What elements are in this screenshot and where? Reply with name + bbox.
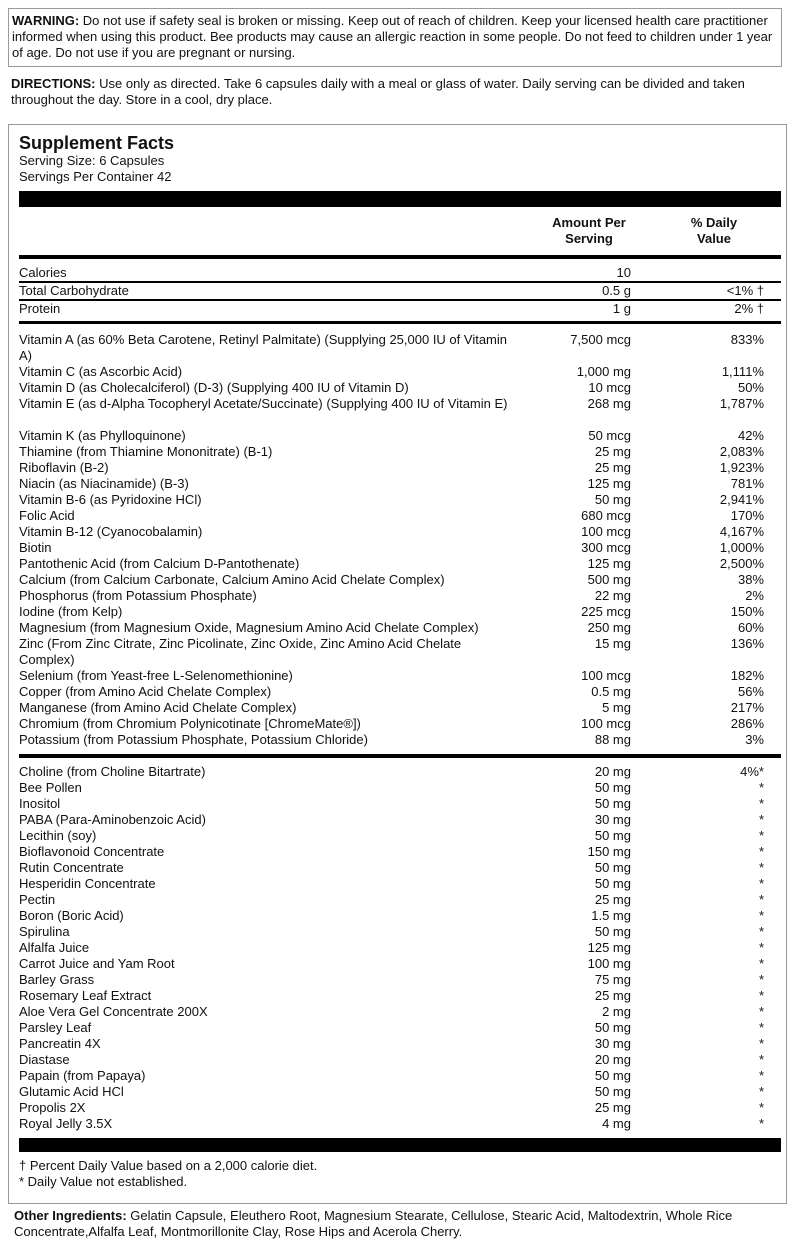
nutrient-name: Carrot Juice and Yam Root: [19, 956, 175, 971]
nutrient-amount: 100 mcg: [581, 668, 631, 683]
table-row: [19, 1020, 781, 1036]
nutrient-name: Calcium (from Calcium Carbonate, Calcium Amino Acid Chelate Complex): [19, 572, 445, 587]
nutrient-name: Alfalfa Juice: [19, 940, 90, 955]
nutrient-amount: 100 mcg: [581, 716, 631, 731]
nutrient-amount: 50 mg: [594, 924, 631, 939]
table-row: [19, 716, 781, 732]
nutrient-amount: 225 mcg: [581, 604, 631, 619]
table-row: [19, 844, 781, 860]
nutrient-amount: 50 mg: [594, 780, 631, 795]
nutrient-daily-value: 50%: [737, 380, 764, 395]
nutrient-amount: 50 mg: [594, 1084, 631, 1099]
nutrient-daily-value: *: [758, 1052, 764, 1067]
table-row: [19, 796, 781, 812]
nutrient-amount: 50 mg: [594, 796, 631, 811]
table-row: [19, 1036, 781, 1052]
nutrient-daily-value: 4%*: [740, 764, 764, 779]
table-row: [19, 972, 781, 988]
nutrient-amount: 125 mg: [587, 476, 631, 491]
table-row: [19, 380, 781, 396]
nutrient-amount: 10: [616, 265, 631, 280]
macros-list: [19, 265, 781, 317]
nutrient-daily-value: *: [758, 860, 764, 875]
nutrient-name: Propolis 2X: [19, 1100, 86, 1115]
nutrient-name: Vitamin B-6 (as Pyridoxine HCl): [19, 492, 202, 507]
nutrient-amount: 300 mcg: [581, 540, 631, 555]
table-row: [19, 1100, 781, 1116]
nutrient-name: Pantothenic Acid (from Calcium D-Pantothenate): [19, 556, 300, 571]
nutrient-amount: 2 mg: [602, 1004, 631, 1019]
nutrient-daily-value: *: [758, 828, 764, 843]
nutrient-amount: 25 mg: [594, 460, 631, 475]
nutrient-name: Copper (from Amino Acid Chelate Complex): [19, 684, 272, 699]
nutrient-amount: 500 mg: [587, 572, 631, 587]
table-row: [19, 988, 781, 1004]
nutrient-daily-value: 150%: [730, 604, 764, 619]
table-row: [19, 1004, 781, 1020]
nutrient-daily-value: 217%: [730, 700, 764, 715]
table-row: [19, 588, 781, 604]
table-row: [19, 540, 781, 556]
nutrient-daily-value: *: [758, 796, 764, 811]
nutrient-daily-value: 4,167%: [719, 524, 764, 539]
nutrient-name: Pectin: [19, 892, 56, 907]
nutrient-name: Lecithin (soy): [19, 828, 97, 843]
nutrient-daily-value: *: [758, 1020, 764, 1035]
nutrient-amount: 25 mg: [594, 1100, 631, 1115]
nutrient-daily-value: *: [758, 1068, 764, 1083]
facts-title: Supplement Facts: [19, 133, 175, 153]
table-row: [19, 780, 781, 796]
nutrient-daily-value: *: [758, 812, 764, 827]
supplement-facts-panel: [8, 124, 787, 1204]
nutrient-name: Vitamin B-12 (Cyanocobalamin): [19, 524, 203, 539]
table-row: [19, 265, 781, 281]
directions: [11, 76, 786, 108]
nutrient-amount: 22 mg: [594, 588, 631, 603]
nutrient-daily-value: *: [758, 1004, 764, 1019]
header-divider: [19, 255, 781, 259]
table-row: [19, 283, 781, 299]
nutrient-name: Barley Grass: [19, 972, 95, 987]
nutrient-name: Magnesium (from Magnesium Oxide, Magnesium Amino Acid Chelate Complex): [19, 620, 479, 635]
nutrient-name: Niacin (as Niacinamide) (B-3): [19, 476, 189, 491]
nutrient-daily-value: *: [758, 924, 764, 939]
nutrient-daily-value: 2% †: [734, 301, 764, 316]
nutrient-daily-value: *: [758, 844, 764, 859]
nutrient-amount: 680 mcg: [581, 508, 631, 523]
table-row: [19, 460, 781, 476]
table-row: [19, 556, 781, 572]
vitamins-divider: [19, 754, 781, 758]
nutrient-name: Biotin: [19, 540, 52, 555]
nutrient-name: Parsley Leaf: [19, 1020, 92, 1035]
nutrient-amount: 1,000 mg: [576, 364, 631, 379]
nutrient-name: Vitamin K (as Phylloquinone): [19, 428, 186, 443]
nutrient-daily-value: 1,000%: [719, 540, 764, 555]
table-row: [19, 1084, 781, 1100]
other-ingredients-text: Gelatin Capsule, Eleuthero Root, Magnesium Stearate, Cellulose, Stearic Acid, Maltodextrin, Whole Rice Concentrate,Alfalfa Leaf, Montmorillonite Clay, Rose Hips and Acerola Cherry.: [14, 1208, 733, 1239]
nutrient-amount: 0.5 mg: [591, 684, 631, 699]
other-ingredients-list: [19, 764, 781, 1132]
nutrient-name: Choline (from Choline Bitartrate): [19, 764, 206, 779]
nutrient-name: Rutin Concentrate: [19, 860, 124, 875]
header-amount: Amount Per Serving: [552, 215, 626, 246]
nutrient-daily-value: 170%: [730, 508, 764, 523]
other-ingredients: [14, 1208, 789, 1240]
nutrient-name: Aloe Vera Gel Concentrate 200X: [19, 1004, 208, 1019]
table-row: [19, 620, 781, 636]
table-row: [19, 1116, 781, 1132]
nutrient-name: Glutamic Acid HCl: [19, 1084, 124, 1099]
nutrient-daily-value: 2,500%: [719, 556, 764, 571]
nutrient-name: Vitamin A (as 60% Beta Carotene, Retinyl Palmitate) (Supplying 25,000 IU of Vitamin A): [19, 332, 508, 363]
nutrient-daily-value: *: [758, 940, 764, 955]
nutrient-daily-value: 60%: [737, 620, 764, 635]
table-row: [19, 428, 781, 444]
nutrient-amount: 50 mg: [594, 860, 631, 875]
bottom-divider: [19, 1138, 781, 1152]
nutrient-amount: 50 mg: [594, 828, 631, 843]
nutrient-name: Diastase: [19, 1052, 70, 1067]
nutrient-amount: 30 mg: [594, 812, 631, 827]
footnote-star: * Daily Value not established.: [19, 1174, 188, 1189]
nutrient-daily-value: 3%: [745, 732, 764, 747]
nutrient-name: PABA (Para-Aminobenzoic Acid): [19, 812, 206, 827]
directions-text: Use only as directed. Take 6 capsules daily with a meal or glass of water. Daily serving can be divided and taken throughout the day. Store in a cool, dry place.: [11, 76, 745, 107]
nutrient-amount: 50 mg: [594, 1020, 631, 1035]
nutrient-name: Folic Acid: [19, 508, 75, 523]
nutrient-name: Phosphorus (from Potassium Phosphate): [19, 588, 257, 603]
nutrient-name: Inositol: [19, 796, 61, 811]
table-row: [19, 876, 781, 892]
nutrient-daily-value: *: [758, 988, 764, 1003]
nutrient-daily-value: *: [758, 780, 764, 795]
nutrient-daily-value: *: [758, 876, 764, 891]
table-row: [19, 764, 781, 780]
warning-label: WARNING:: [12, 13, 80, 28]
table-row: [19, 940, 781, 956]
nutrient-name: Iodine (from Kelp): [19, 604, 123, 619]
nutrient-name: Vitamin E (as d-Alpha Tocopheryl Acetate/Succinate) (Supplying 400 IU of Vitamin E): [19, 396, 508, 411]
nutrient-amount: 0.5 g: [602, 283, 631, 298]
nutrient-amount: 250 mg: [587, 620, 631, 635]
nutrient-daily-value: 56%: [737, 684, 764, 699]
nutrient-name: Thiamine (from Thiamine Mononitrate) (B-1): [19, 444, 273, 459]
nutrient-amount: 1 g: [612, 301, 631, 316]
table-row: [19, 684, 781, 700]
nutrient-name: Chromium (from Chromium Polynicotinate [ChromeMate®]): [19, 716, 361, 731]
nutrient-amount: 25 mg: [594, 892, 631, 907]
table-row: [19, 732, 781, 748]
table-row: [19, 636, 781, 668]
nutrient-amount: 75 mg: [594, 972, 631, 987]
table-row: [19, 828, 781, 844]
nutrient-name: Spirulina: [19, 924, 70, 939]
nutrient-daily-value: 42%: [737, 428, 764, 443]
nutrient-amount: 100 mg: [587, 956, 631, 971]
table-row: [19, 524, 781, 540]
nutrient-daily-value: 182%: [730, 668, 764, 683]
nutrient-amount: 50 mg: [594, 492, 631, 507]
nutrient-daily-value: 1,787%: [719, 396, 764, 411]
nutrient-amount: 4 mg: [602, 1116, 631, 1131]
table-row: [19, 476, 781, 492]
table-row: [19, 364, 781, 380]
nutrient-amount: 1.5 mg: [591, 908, 631, 923]
nutrient-amount: 7,500 mcg: [570, 332, 631, 347]
nutrient-amount: 5 mg: [602, 700, 631, 715]
table-row: [19, 1068, 781, 1084]
nutrient-amount: 25 mg: [594, 988, 631, 1003]
nutrient-daily-value: 2,941%: [719, 492, 764, 507]
nutrient-daily-value: 2,083%: [719, 444, 764, 459]
nutrient-name: Calories: [19, 265, 67, 280]
footnote-dagger: † Percent Daily Value based on a 2,000 calorie diet.: [19, 1158, 318, 1173]
column-headers: [19, 207, 781, 253]
nutrient-amount: 268 mg: [587, 396, 631, 411]
servings-per-container: Servings Per Container 42: [19, 169, 172, 184]
nutrient-name: Pancreatin 4X: [19, 1036, 101, 1051]
table-row: [19, 892, 781, 908]
table-row: [19, 444, 781, 460]
warning-box: [8, 8, 782, 67]
nutrient-name: Vitamin C (as Ascorbic Acid): [19, 364, 183, 379]
nutrient-name: Boron (Boric Acid): [19, 908, 124, 923]
table-row: [19, 700, 781, 716]
nutrient-amount: 125 mg: [587, 940, 631, 955]
vitamins-list: [19, 332, 781, 748]
nutrient-name: Rosemary Leaf Extract: [19, 988, 152, 1003]
thick-divider: [19, 191, 781, 207]
nutrient-amount: 50 mcg: [588, 428, 631, 443]
nutrient-daily-value: 1,111%: [721, 364, 764, 379]
nutrient-name: Bee Pollen: [19, 780, 82, 795]
nutrient-daily-value: *: [758, 972, 764, 987]
other-ingredients-label: Other Ingredients:: [14, 1208, 127, 1223]
nutrient-name: Hesperidin Concentrate: [19, 876, 156, 891]
nutrient-daily-value: 781%: [730, 476, 764, 491]
nutrient-daily-value: *: [758, 1084, 764, 1099]
nutrient-name: Vitamin D (as Cholecalciferol) (D-3) (Supplying 400 IU of Vitamin D): [19, 380, 409, 395]
table-row: [19, 908, 781, 924]
nutrient-daily-value: 286%: [730, 716, 764, 731]
nutrient-name: Royal Jelly 3.5X: [19, 1116, 113, 1131]
nutrient-name: Papain (from Papaya): [19, 1068, 146, 1083]
nutrient-name: Total Carbohydrate: [19, 283, 129, 298]
nutrient-name: Bioflavonoid Concentrate: [19, 844, 165, 859]
nutrient-amount: 50 mg: [594, 1068, 631, 1083]
nutrient-amount: 125 mg: [587, 556, 631, 571]
nutrient-daily-value: 1,923%: [719, 460, 764, 475]
serving-size: Serving Size: 6 Capsules: [19, 153, 165, 168]
nutrient-name: Protein: [19, 301, 61, 316]
nutrient-amount: 10 mcg: [588, 380, 631, 395]
table-row: [19, 301, 781, 317]
nutrient-daily-value: 2%: [745, 588, 764, 603]
nutrient-daily-value: *: [758, 892, 764, 907]
nutrient-name: Riboflavin (B-2): [19, 460, 109, 475]
nutrient-name: Potassium (from Potassium Phosphate, Potassium Chloride): [19, 732, 368, 747]
nutrient-name: Zinc (From Zinc Citrate, Zinc Picolinate, Zinc Oxide, Zinc Amino Acid Chelate Complex): [19, 636, 462, 667]
macros-divider: [19, 321, 781, 324]
nutrient-daily-value: <1% †: [726, 283, 764, 298]
directions-label: DIRECTIONS:: [11, 76, 96, 91]
table-row: [19, 492, 781, 508]
nutrient-amount: 20 mg: [594, 1052, 631, 1067]
nutrient-amount: 25 mg: [594, 444, 631, 459]
table-row: [19, 332, 781, 364]
nutrient-name: Manganese (from Amino Acid Chelate Complex): [19, 700, 297, 715]
nutrient-daily-value: 136%: [730, 636, 764, 651]
nutrient-daily-value: 833%: [730, 332, 764, 347]
nutrient-daily-value: 38%: [737, 572, 764, 587]
table-row: [19, 1052, 781, 1068]
nutrient-amount: 150 mg: [587, 844, 631, 859]
nutrient-daily-value: *: [758, 908, 764, 923]
warning-text: Do not use if safety seal is broken or missing. Keep out of reach of children. Keep your licensed health care practitioner informed when using this product. Bee products may cause an allergic reaction in some people. Do not feed to children under 1 year of age. Do not use if you are pregnant or nursing.: [12, 13, 773, 60]
table-row: [19, 604, 781, 620]
table-row: [19, 812, 781, 828]
nutrient-amount: 20 mg: [594, 764, 631, 779]
nutrient-amount: 50 mg: [594, 876, 631, 891]
nutrient-daily-value: *: [758, 956, 764, 971]
nutrient-name: Selenium (from Yeast-free L-Selenomethionine): [19, 668, 293, 683]
table-row: [19, 668, 781, 684]
nutrient-amount: 15 mg: [594, 636, 631, 651]
table-row: [19, 956, 781, 972]
table-row: [19, 572, 781, 588]
nutrient-daily-value: *: [758, 1100, 764, 1115]
nutrient-amount: 100 mcg: [581, 524, 631, 539]
table-row: [19, 396, 781, 428]
table-row: [19, 924, 781, 940]
nutrient-daily-value: *: [758, 1036, 764, 1051]
nutrient-amount: 88 mg: [594, 732, 631, 747]
table-row: [19, 860, 781, 876]
nutrient-daily-value: *: [758, 1116, 764, 1131]
table-row: [19, 508, 781, 524]
header-daily-value: % Daily Value: [690, 215, 738, 246]
nutrient-amount: 30 mg: [594, 1036, 631, 1051]
